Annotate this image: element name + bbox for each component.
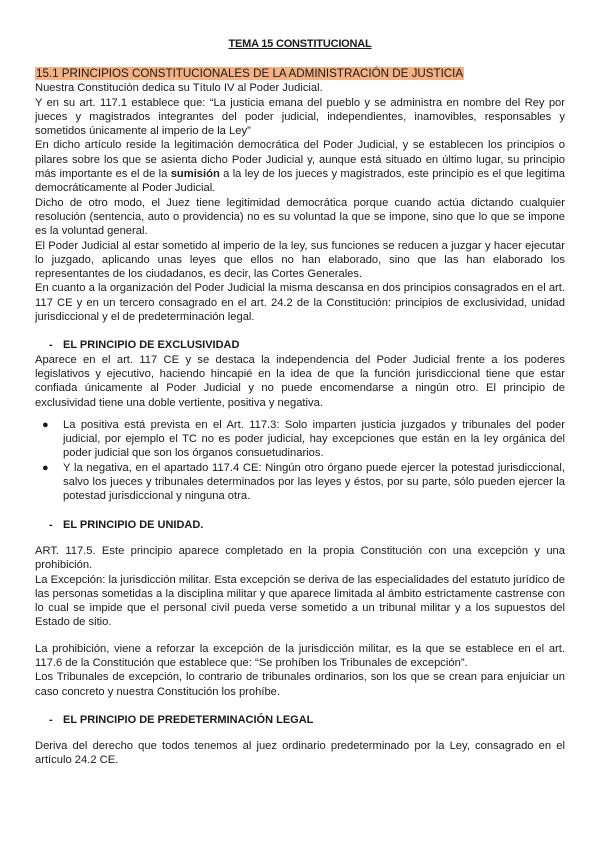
intro-paragraph: Nuestra Constitución dedica su Título IV al Poder Judicial. [35, 82, 323, 95]
paragraph: En cuanto a la organización del Poder Judicial la misma descansa en dos principios consagrados en el art. 117 CE y en un tercero consagrado en el art. 24.2 de la Constitución: principios de exclusividad, unidad jurisdiccional y el de predeterminación legal. [35, 282, 565, 324]
exclusividad-heading: - EL PRINCIPIO DE EXCLUSIVIDAD [35, 338, 565, 352]
unidad-heading: - EL PRINCIPIO DE UNIDAD. [35, 518, 565, 532]
bullet-icon: ● [42, 461, 49, 474]
intro-quote-paragraph: Y en su art. 117.1 establece que: “La justicia emana del pueblo y se administra en nombre del Rey por jueces y magistrados integrantes del poder judicial, independientes, inamovibles, responsables y sometidos únicamente al imperio de la Ley” [35, 96, 565, 138]
document-body [35, 67, 565, 768]
paragraph: El Poder Judicial al estar sometido al imperio de la ley, sus funciones se reducen a juzgar y hacer ejecutar lo juzgado, aplicando unas leyes que ellos no han elaborado, sino que las han elaborado los representantes de los ciudadanos, es decir, las Cortes Generales. [35, 239, 565, 281]
unidad-paragraph: La prohibición, viene a reforzar la excepción de la jurisdicción militar, es la que se establece en el art. 117.6 de la Constitución que establece que: “Se prohíben los Tribunales de excepción”. [35, 642, 565, 669]
page-title: TEMA 15 CONSTITUCIONAL [228, 38, 372, 50]
unidad-paragraph: ART. 117.5. Este principio aparece completado en la propia Constitución con una excepción y una prohibición. [35, 544, 565, 572]
exclusividad-paragraph: Aparece en el art. 117 CE y se destaca la independencia del Poder Judicial frente a los poderes legislativos y ejecutivo, haciendo hincapié en la idea de que la función jurisdiccional tiene que estar confiada únicamente al Poder Judicial y no puede encomendarse a ningún otro. El principio de exclusividad tiene una doble vertiente, positiva y negativa. [35, 353, 565, 409]
legitimacy-paragraph [35, 138, 565, 195]
list-item-text: Y la negativa, en el apartado 117.4 CE: Ningún otro órgano puede ejercer la potestad jurisdiccional, salvo los jueces y tribunales determinados por las leyes y éstos, por su parte, sólo pueden ejercer la potestad jurisdiccional y ninguna otra. [63, 461, 565, 503]
legitimacy-text-before: En dicho artículo reside la legitimación democrática del Poder Judicial, y se establecen los principios o pilares sobre los que se asienta dicho Poder Judicial y, aunque está situado en último lugar, su principio más importante es el de la [35, 139, 565, 181]
bold-term-sumision: sumisión [170, 168, 220, 181]
exclusividad-list [35, 418, 565, 504]
list-item-text: La positiva está prevista en el Art. 117.3: Solo imparten justicia juzgados y tribunales del poder judicial, por ejemplo el TC no es poder judicial, hay excepciones que están en la ley orgánica del poder judicial que son los órganos consuetudinarios. [63, 418, 565, 460]
legitimacy-text-after: a la ley de los jueces y magistrados, este principio es el que legitima democráticamente al Poder Judicial. [35, 168, 565, 195]
unidad-paragraph: Los Tribunales de excepción, lo contrario de tribunales ordinarios, son los que se crean para enjuiciar un caso concreto y nuestra Constitución los prohíbe. [35, 671, 565, 698]
unidad-paragraph: La Excepción: la jurisdicción militar. Esta excepción se deriva de las especialidades del estatuto jurídico de las personas sometidas a la disciplina militar y que aparece limitada al ámbito estrictamente castrense con lo cual se impide que el personal civil pueda verse sometido a un tribunal militar y a los supuestos del Estado de sitio. [35, 573, 565, 629]
list-item [42, 461, 565, 504]
bullet-icon: ● [42, 418, 49, 431]
list-item [42, 418, 565, 461]
predeterminacion-paragraph: Deriva del derecho que todos tenemos al juez ordinario predeterminado por la Ley, consagrado en el artículo 24.2 CE. [35, 740, 565, 767]
highlighted-heading: 15.1 PRINCIPIOS CONSTITUCIONALES DE LA ADMINISTRACIÓN DE JUSTICIA [36, 67, 464, 80]
predeterminacion-heading: - EL PRINCIPIO DE PREDETERMINACIÓN LEGAL [35, 713, 565, 727]
paragraph: Dicho de otro modo, el Juez tiene legitimidad democrática porque cuando actúa dictando cualquier resolución (sentencia, auto o providencia) no es su voluntad la que se impone, sino que lo que se impone es la voluntad general. [35, 196, 565, 238]
section-heading [35, 67, 565, 81]
